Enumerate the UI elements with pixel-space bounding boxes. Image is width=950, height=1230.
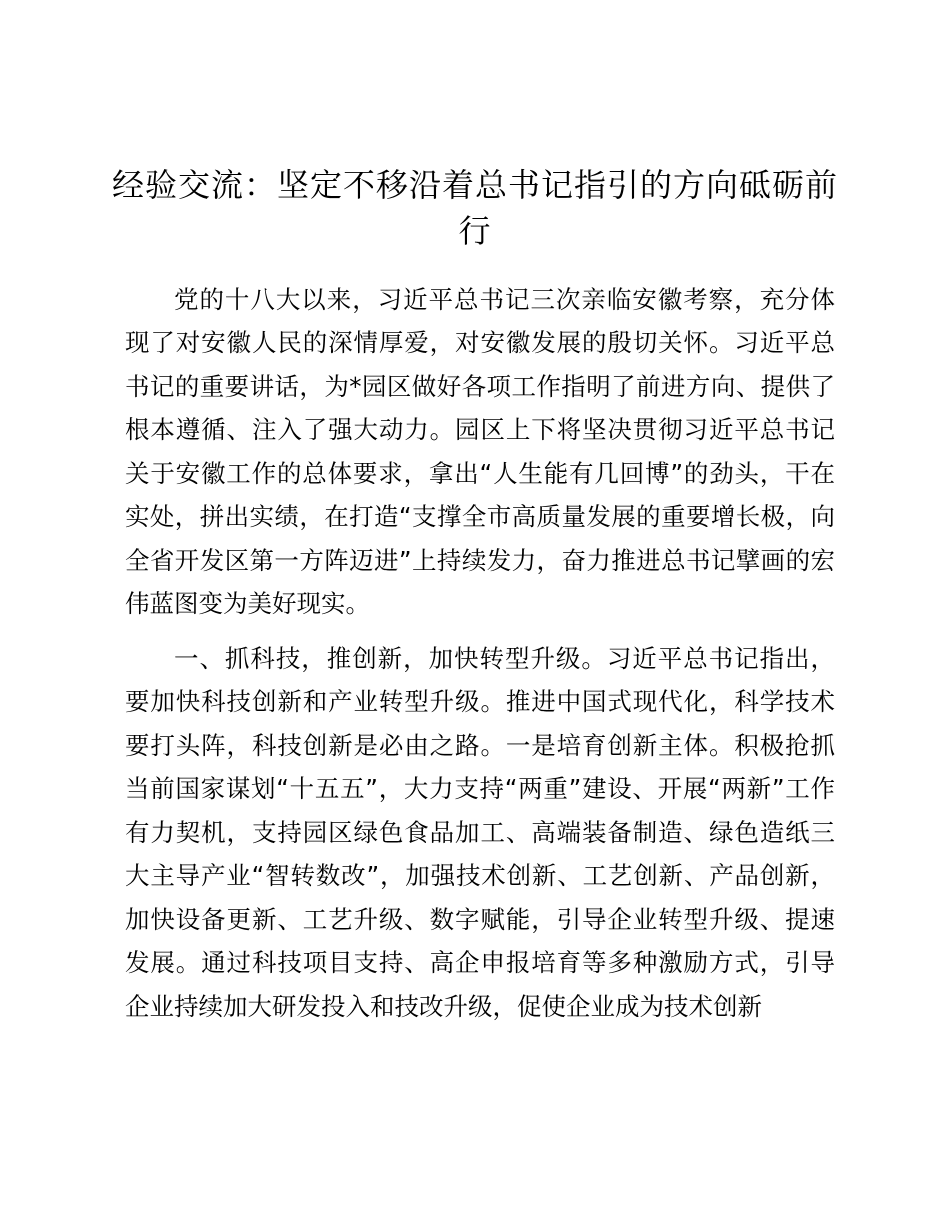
document-title: 经验交流：坚定不移沿着总书记指引的方向砥砺前行	[111, 166, 838, 250]
paragraph-intro: 党的十八大以来，习近平总书记三次亲临安徽考察，充分体现了对安徽人民的深情厚爱，对安徽发展的殷切关怀。习近平总书记的重要讲话，为*园区做好各项工作指明了前进方向、提供了根本遵循、注入了强大动力。园区上下将坚决贯彻习近平总书记关于安徽工作的总体要求，拿出“人生能有几回博”的劲头，干在实处，拼出实绩，在打造“支撑全市高质量发展的重要增长极，向全省开发区第一方阵迈进”上持续发力，奋力推进总书记擘画的宏伟蓝图变为美好现实。	[125, 284, 835, 618]
paragraph-section-one: 一、抓科技，推创新，加快转型升级。习近平总书记指出，要加快科技创新和产业转型升级。推进中国式现代化，科学技术要打头阵，科技创新是必由之路。一是培育创新主体。积极抢抓当前国家谋划“十五五”，大力支持“两重”建设、开展“两新”工作有力契机，支持园区绿色食品加工、高端装备制造、绿色造纸三大主导产业“智转数改”，加强技术创新、工艺创新、产品创新，加快设备更新、工艺升级、数字赋能，引导企业转型升级、提速发展。通过科技项目支持、高企申报培育等多种激励方式，引导企业持续加大研发投入和技改升级，促使企业成为技术创新	[125, 643, 835, 1021]
